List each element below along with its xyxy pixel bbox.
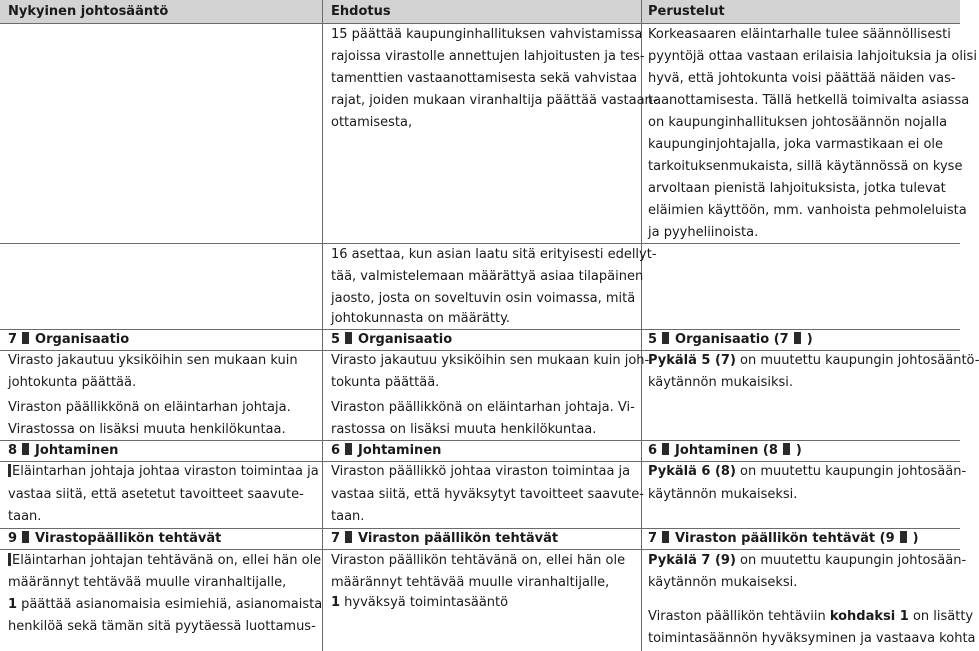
current-rule-line: henkilöä sekä tämän sitä pyytäessä luottamus-	[8, 619, 316, 634]
proposal-line: Viraston päällikkönä on eläintarhan johtaja. Vi-	[331, 400, 635, 415]
section-reference: Pykälä 6 (8)	[648, 464, 736, 479]
section-heading-management	[8, 440, 118, 462]
proposal-item-16-line: 16 asettaa, kun asian laatu sitä erityisesti edellyt-	[331, 247, 657, 262]
section-heading-duties	[8, 528, 221, 550]
rationale-line: käytännön mukaiseksi.	[648, 487, 798, 502]
current-rule-line	[8, 550, 321, 572]
rationale-text: on lisätty	[908, 609, 974, 624]
section-title: Organisaatio (7	[675, 332, 789, 347]
section-title-end: )	[806, 332, 813, 347]
section-mark-icon	[22, 443, 29, 455]
proposal-item-16-line: tää, valmistelemaan määrättyä asiaa tilapäinen	[331, 269, 644, 284]
rationale-line	[648, 461, 966, 483]
rationale-text: on muutettu kaupungin johtosääntö-	[735, 353, 979, 368]
current-rule-text: Eläintarhan johtaja johtaa viraston toimintaa ja	[12, 464, 319, 479]
item-number: 1	[331, 595, 341, 610]
section-mark-icon	[22, 531, 29, 543]
section-number: 7	[648, 531, 658, 546]
section-heading-organisation	[648, 329, 813, 351]
header-proposal: Ehdotus	[331, 4, 391, 19]
rationale-line	[648, 550, 966, 572]
rationale-line	[648, 606, 973, 628]
proposal-item-16-line: jaosto, josta on soveltuvin osin voimassa, mitä	[331, 291, 636, 306]
section-title-end: )	[795, 443, 802, 458]
section-number: 5	[648, 332, 658, 347]
rationale-line: käytännön mukaiseksi.	[648, 575, 798, 590]
current-rule-line: Virasto jakautuu yksiköihin sen mukaan kuin	[8, 353, 298, 368]
column-divider-1	[322, 0, 323, 651]
section-title: Johtaminen (8	[675, 443, 778, 458]
current-rule-line: vastaa siitä, että asetetut tavoitteet saavute-	[8, 487, 304, 502]
rationale-line: on kaupunginhallituksen johtosäännön nojalla	[648, 115, 948, 130]
section-number: 7	[331, 531, 341, 546]
section-mark-icon	[794, 332, 801, 344]
section-title: Johtaminen	[35, 443, 119, 458]
proposal-item-15-line: ottamisesta,	[331, 115, 413, 130]
rationale-text: Viraston päällikön tehtäviin	[648, 609, 830, 624]
proposal-line: Viraston päällikön tehtävänä on, ellei hän ole	[331, 553, 626, 568]
rationale-text: on muutettu kaupungin johtosään-	[735, 553, 967, 568]
section-heading-management	[648, 440, 802, 462]
section-title: Organisaatio	[35, 332, 130, 347]
current-rule-line	[8, 594, 322, 616]
proposal-line: vastaa siitä, että hyväksytyt tavoitteet saavute-	[331, 487, 644, 502]
rationale-line: eläimien käyttöön, mm. vanhoista pehmoleluista	[648, 203, 967, 218]
rationale-line	[648, 350, 979, 372]
rationale-line: hyvä, että johtokunta voisi päättää näiden vas-	[648, 71, 956, 86]
header-current-rule: Nykyinen johtosääntö	[8, 4, 169, 19]
section-title: Johtaminen	[358, 443, 442, 458]
section-heading-duties	[648, 528, 919, 550]
item-text: päättää asianomaisia esimiehiä, asianomaista	[17, 597, 323, 612]
section-mark-icon	[345, 332, 352, 344]
change-bar-icon	[8, 464, 11, 477]
section-number: 6	[331, 443, 341, 458]
section-number: 9	[8, 531, 18, 546]
section-mark-icon	[900, 531, 907, 543]
proposal-item-15-line: rajoissa virastolle annettujen lahjoitusten ja tes-	[331, 49, 645, 64]
section-number: 6	[648, 443, 658, 458]
current-rule-text: Eläintarhan johtajan tehtävänä on, ellei hän ole	[12, 553, 322, 568]
section-reference: Pykälä 7 (9)	[648, 553, 736, 568]
rationale-line: ja pyyheliinoista.	[648, 225, 759, 240]
item-reference: kohdaksi 1	[829, 609, 909, 624]
section-mark-icon	[783, 443, 790, 455]
rationale-line: arvoltaan pienistä lahjoituksista, jotka tulevat	[648, 181, 946, 196]
current-rule-line: määrännyt tehtävää muulle viranhaltijalle,	[8, 575, 287, 590]
section-mark-icon	[345, 531, 352, 543]
proposal-line: Virasto jakautuu yksiköihin sen mukaan kuin joh-	[331, 353, 650, 368]
proposal-line	[331, 592, 508, 614]
section-heading-organisation	[8, 329, 129, 351]
section-mark-icon	[662, 443, 669, 455]
section-heading-organisation	[331, 329, 452, 351]
rationale-line: pyyntöjä ottaa vastaan erilaisia lahjoituksia ja olisi	[648, 49, 977, 64]
section-mark-icon	[22, 332, 29, 344]
proposal-line: määrännyt tehtävää muulle viranhaltijalle,	[331, 575, 610, 590]
rationale-line: toimintasäännön hyväksyminen ja vastaava kohta	[648, 631, 976, 646]
current-rule-line: taan.	[8, 509, 42, 524]
current-rule-line	[8, 461, 319, 483]
section-mark-icon	[662, 332, 669, 344]
rationale-line: kaupunginjohtajalla, joka varmastikaan ei ole	[648, 137, 944, 152]
section-title: Viraston päällikön tehtävät (9	[675, 531, 895, 546]
proposal-line: Viraston päällikkö johtaa viraston toimintaa ja	[331, 464, 631, 479]
proposal-line: taan.	[331, 509, 365, 524]
proposal-item-15-line: tamenttien vastaanottamisesta sekä vahvistaa	[331, 71, 638, 86]
header-rationale: Perustelut	[648, 4, 725, 19]
item-text: hyväksyä toimintasääntö	[340, 595, 509, 610]
proposal-item-15-line: 15 päättää kaupunginhallituksen vahvistamissa	[331, 27, 643, 42]
proposal-item-15-line: rajat, joiden mukaan viranhaltija päättää vastaan-	[331, 93, 658, 108]
section-title: Viraston päällikön tehtävät	[358, 531, 559, 546]
item-number: 1	[8, 597, 18, 612]
section-number: 5	[331, 332, 341, 347]
rationale-line: taanottamisesta. Tällä hetkellä toimivalta asiassa	[648, 93, 970, 108]
section-title: Organisaatio	[358, 332, 453, 347]
change-bar-icon	[8, 553, 11, 566]
section-number: 7	[8, 332, 18, 347]
rationale-line: Korkeasaaren eläintarhalle tulee säännöllisesti	[648, 27, 951, 42]
section-number: 8	[8, 443, 18, 458]
section-heading-duties	[331, 528, 558, 550]
proposal-item-16-line: johtokunnasta on määrätty.	[331, 311, 511, 326]
section-title: Virastopäällikön tehtävät	[35, 531, 222, 546]
proposal-line: rastossa on lisäksi muuta henkilökuntaa.	[331, 422, 597, 437]
section-reference: Pykälä 5 (7)	[648, 353, 736, 368]
current-rule-line: johtokunta päättää.	[8, 375, 137, 390]
section-title-end: )	[912, 531, 919, 546]
current-rule-line: Viraston päällikkönä on eläintarhan johtaja.	[8, 400, 291, 415]
section-mark-icon	[662, 531, 669, 543]
section-heading-management	[331, 440, 441, 462]
rationale-text: on muutettu kaupungin johtosään-	[735, 464, 967, 479]
rationale-line: käytännön mukaisiksi.	[648, 375, 794, 390]
proposal-line: tokunta päättää.	[331, 375, 440, 390]
section-mark-icon	[345, 443, 352, 455]
rationale-line: tarkoituksenmukaista, sillä käytännössä on kyse	[648, 159, 963, 174]
current-rule-line: Virastossa on lisäksi muuta henkilökuntaa.	[8, 422, 286, 437]
